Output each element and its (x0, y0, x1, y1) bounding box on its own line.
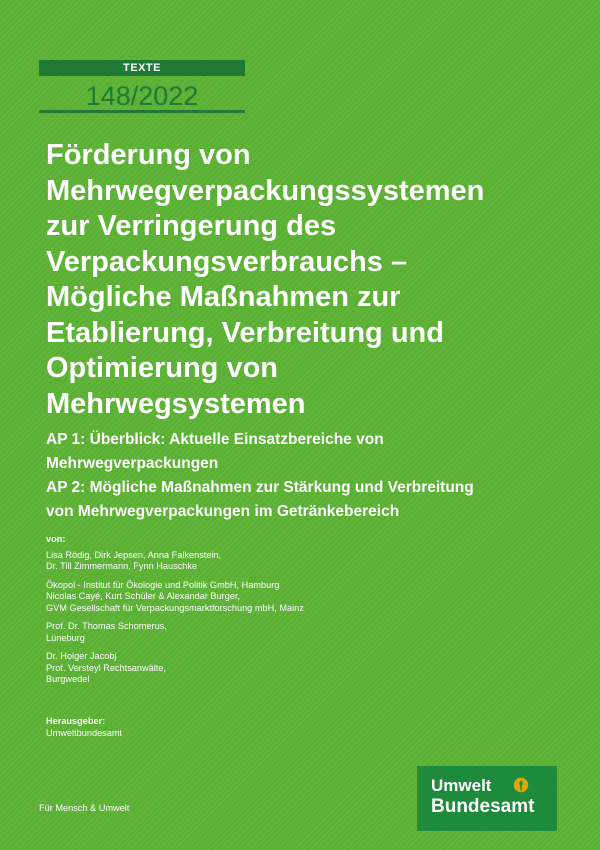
author-line: Prof. Versteyl Rechtsanwälte, (46, 662, 167, 673)
logo-line-2: Bundesamt (431, 796, 535, 817)
document-subtitle (46, 428, 566, 524)
author-group (46, 580, 566, 615)
author-group (46, 550, 566, 573)
publisher-block (46, 716, 346, 739)
tree-leaf-icon (513, 777, 529, 793)
subtitle-line: von Mehrwegverpackungen im Getränkebereich (46, 503, 400, 520)
author-group (46, 651, 566, 686)
series-label: TEXTE (39, 60, 245, 76)
subtitle-line: Mehrwegverpackungen (46, 455, 219, 472)
author-line: Dr. Holger Jacobj (46, 651, 117, 661)
document-title (46, 138, 566, 422)
title-line: Verpackungsverbrauchs – (46, 245, 408, 278)
author-line: Ökopol - Institut für Ökologie und Politik GmbH, Hamburg (46, 579, 280, 590)
authors-block (46, 534, 566, 693)
publisher-label: Herausgeber: (46, 716, 106, 726)
title-line: Optimierung von (46, 352, 278, 384)
author-line: Nicolas Cayé, Kurt Schüler & Alexandar Burger, (46, 591, 241, 601)
author-group (46, 621, 566, 644)
author-line: GVM Gesellschaft für Verpackungsmarktforschung mbH, Mainz (46, 602, 304, 613)
author-line: Lüneburg (46, 632, 85, 643)
author-line: Dr. Till Zimmermann, Fynn Hauschke (46, 561, 198, 571)
authors-label: von: (46, 534, 66, 544)
author-line: Prof. Dr. Thomas Schomerus, (46, 621, 167, 631)
tagline: Für Mensch & Umwelt (39, 803, 130, 813)
title-line: zur Verringerung des (46, 210, 337, 242)
series-number: 148/2022 (39, 77, 245, 113)
title-line: Mehrwegsystemen (46, 387, 306, 420)
subtitle-line: AP 2: Mögliche Maßnahmen zur Stärkung und Verbreitung (46, 479, 474, 496)
title-line: Etablierung, Verbreitung und (46, 316, 444, 349)
author-line: Lisa Rödig, Dirk Jepsen, Anna Falkenstein, (46, 549, 222, 560)
subtitle-line: AP 1: Überblick: Aktuelle Einsatzbereiche von (46, 431, 384, 448)
logo-line-1: Umwelt (431, 776, 492, 795)
title-line: Mögliche Maßnahmen zur (46, 281, 401, 313)
title-line: Förderung von (46, 139, 251, 171)
author-line: Burgwedel (46, 674, 90, 684)
umweltbundesamt-logo (417, 766, 557, 831)
title-line: Mehrwegverpackungssystemen (46, 174, 485, 207)
publisher-name: Umweltbundesamt (46, 727, 123, 738)
